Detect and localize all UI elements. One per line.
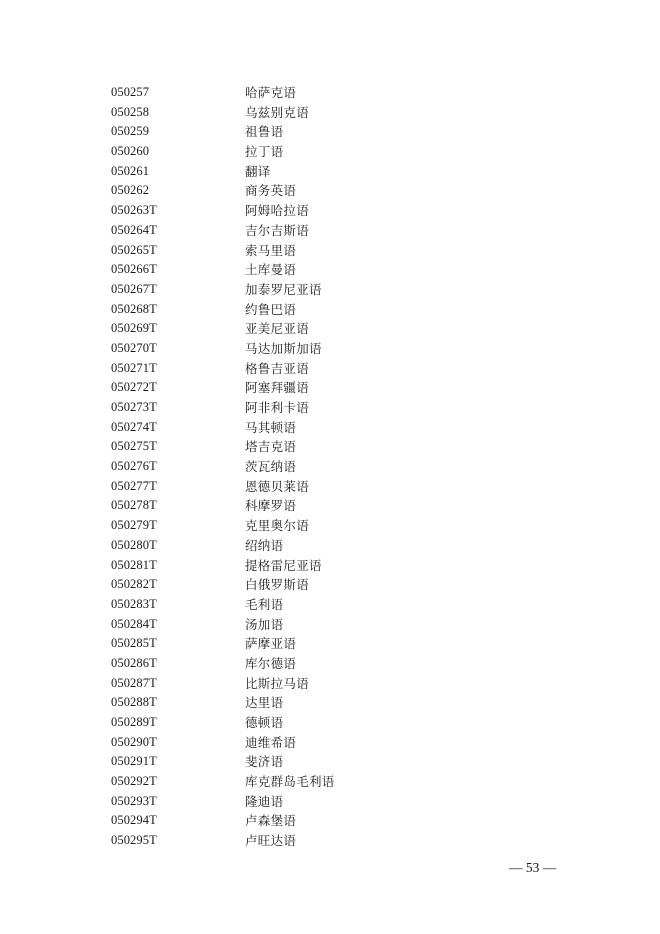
major-name: 马达加斯加语	[245, 340, 322, 356]
list-item	[111, 300, 531, 320]
list-item	[111, 201, 531, 221]
major-name: 隆迪语	[245, 793, 284, 809]
major-name: 索马里语	[245, 242, 297, 258]
major-name: 科摩罗语	[245, 498, 297, 514]
list-item	[111, 674, 531, 694]
list-item	[111, 693, 531, 713]
list-item	[111, 359, 531, 379]
list-item	[111, 457, 531, 477]
major-code: 050274T	[111, 419, 157, 434]
major-name: 达里语	[245, 695, 284, 711]
list-item	[111, 615, 531, 635]
major-name: 德顿语	[245, 715, 284, 730]
major-name: 商务英语	[245, 183, 297, 199]
major-code: 050258	[111, 104, 150, 119]
major-name: 吉尔吉斯语	[245, 222, 310, 238]
major-code: 050272T	[111, 380, 157, 395]
major-name: 恩德贝莱语	[245, 478, 310, 494]
major-name: 汤加语	[245, 616, 284, 632]
major-name: 比斯拉马语	[245, 675, 310, 691]
major-code: 050268T	[111, 301, 157, 316]
major-code: 050260	[111, 144, 150, 159]
major-code: 050278T	[111, 498, 157, 513]
list-item	[111, 831, 531, 851]
major-name: 拉丁语	[245, 144, 284, 160]
major-code: 050284T	[111, 616, 157, 631]
major-name: 库尔德语	[245, 655, 297, 671]
list-item	[111, 103, 531, 123]
major-code: 050277T	[111, 478, 157, 493]
list-item	[111, 418, 531, 438]
major-name: 阿塞拜疆语	[245, 380, 310, 396]
major-name: 哈萨克语	[245, 85, 297, 100]
major-code: 050265T	[111, 242, 157, 257]
list-item	[111, 634, 531, 654]
major-name: 阿姆哈拉语	[245, 203, 310, 219]
major-name: 克里奥尔语	[245, 518, 310, 534]
major-code: 050288T	[111, 695, 157, 710]
major-code: 050263T	[111, 203, 157, 218]
major-name: 翻译	[245, 163, 271, 179]
list-item	[111, 595, 531, 615]
major-name: 加泰罗尼亚语	[245, 281, 322, 297]
major-name: 毛利语	[245, 596, 284, 612]
major-code: 050285T	[111, 636, 157, 651]
major-code: 050281T	[111, 557, 157, 572]
list-item	[111, 221, 531, 241]
major-name: 萨摩亚语	[245, 636, 297, 652]
list-item	[111, 811, 531, 831]
major-code: 050262	[111, 183, 150, 198]
major-code: 050293T	[111, 793, 157, 808]
major-code: 050294T	[111, 813, 157, 828]
major-code: 050266T	[111, 262, 157, 277]
list-item	[111, 241, 531, 261]
list-item	[111, 181, 531, 201]
major-name: 祖鲁语	[245, 124, 284, 140]
major-code: 050261	[111, 163, 150, 178]
major-code: 050273T	[111, 400, 157, 414]
major-code: 050271T	[111, 360, 157, 375]
list-item	[111, 398, 531, 418]
major-name: 提格雷尼亚语	[245, 557, 322, 573]
major-code: 050295T	[111, 833, 157, 848]
major-code: 050264T	[111, 222, 157, 237]
major-name: 乌兹别克语	[245, 104, 310, 120]
major-name: 迪维希语	[245, 734, 297, 750]
major-name: 茨瓦纳语	[245, 459, 297, 475]
list-item	[111, 496, 531, 516]
major-code: 050257	[111, 85, 150, 99]
major-name: 库克群岛毛利语	[245, 774, 335, 790]
list-item	[111, 733, 531, 753]
major-name: 绍纳语	[245, 537, 284, 553]
list-item	[111, 437, 531, 457]
major-code: 050283T	[111, 596, 157, 611]
major-code: 050286T	[111, 655, 157, 670]
major-code: 050291T	[111, 754, 157, 769]
major-list	[111, 83, 531, 851]
list-item	[111, 792, 531, 812]
list-item	[111, 556, 531, 576]
list-item	[111, 122, 531, 142]
major-code: 050289T	[111, 715, 157, 729]
major-code: 050279T	[111, 518, 157, 533]
major-code: 050275T	[111, 439, 157, 454]
list-item	[111, 83, 531, 103]
list-item	[111, 260, 531, 280]
list-item	[111, 516, 531, 536]
major-name: 塔吉克语	[245, 439, 297, 455]
major-code: 050269T	[111, 321, 157, 336]
major-code: 050259	[111, 124, 150, 139]
list-item	[111, 752, 531, 772]
major-name: 约鲁巴语	[245, 301, 297, 317]
major-name: 斐济语	[245, 754, 284, 770]
major-code: 050287T	[111, 675, 157, 690]
list-item	[111, 280, 531, 300]
major-name: 土库曼语	[245, 262, 297, 278]
list-item	[111, 713, 531, 733]
major-name: 卢森堡语	[245, 813, 297, 829]
major-code: 050267T	[111, 281, 157, 296]
major-name: 亚美尼亚语	[245, 321, 310, 337]
list-item	[111, 378, 531, 398]
list-item	[111, 477, 531, 497]
list-item	[111, 162, 531, 182]
list-item	[111, 339, 531, 359]
list-item	[111, 142, 531, 162]
major-code: 050282T	[111, 577, 157, 592]
major-name: 马其顿语	[245, 419, 297, 435]
list-item	[111, 654, 531, 674]
major-name: 白俄罗斯语	[245, 577, 310, 593]
list-item	[111, 536, 531, 556]
page-number: — 53 —	[509, 860, 557, 875]
major-name: 阿非利卡语	[245, 400, 310, 415]
major-code: 050280T	[111, 537, 157, 552]
list-item	[111, 772, 531, 792]
list-item	[111, 319, 531, 339]
major-code: 050292T	[111, 774, 157, 789]
major-name: 格鲁吉亚语	[245, 360, 310, 376]
major-code: 050290T	[111, 734, 157, 749]
list-item	[111, 575, 531, 595]
major-code: 050270T	[111, 340, 157, 355]
major-name: 卢旺达语	[245, 833, 297, 849]
major-code: 050276T	[111, 459, 157, 474]
